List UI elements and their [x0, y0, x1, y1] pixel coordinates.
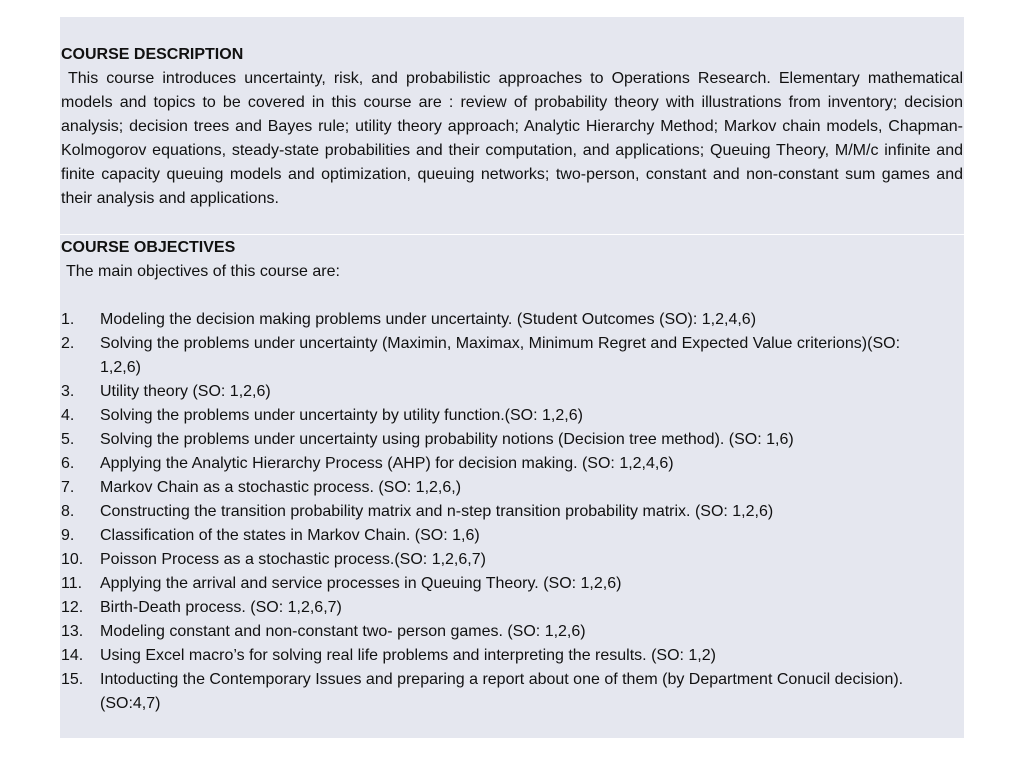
- objective-number: 9.: [61, 527, 75, 544]
- course-objectives-intro: The main objectives of this course are:: [66, 263, 340, 280]
- objective-number: 14.: [61, 647, 84, 664]
- objective-number: 6.: [61, 455, 75, 472]
- objective-number: 13.: [61, 623, 84, 640]
- objective-item: [61, 332, 963, 380]
- course-description-heading: COURSE DESCRIPTION: [61, 46, 244, 63]
- course-objectives-heading: COURSE OBJECTIVES: [61, 239, 236, 256]
- objective-number: 7.: [61, 479, 75, 496]
- objective-text: Applying the Analytic Hierarchy Process (AHP) for decision making. (SO: 1,2,4,6): [100, 455, 674, 472]
- objective-text: Solving the problems under uncertainty (Maximin, Maximax, Minimum Regret and Expected Value criterions)(SO: 1,2,6): [100, 335, 901, 376]
- objective-item: [61, 524, 963, 548]
- objective-item: [61, 620, 963, 644]
- objective-text: Utility theory (SO: 1,2,6): [100, 383, 271, 400]
- objective-item: [61, 404, 963, 428]
- objective-text: Modeling constant and non-constant two- person games. (SO: 1,2,6): [100, 623, 586, 640]
- objective-text: Modeling the decision making problems under uncertainty. (Student Outcomes (SO): 1,2,4,6): [100, 311, 757, 328]
- objective-number: 3.: [61, 383, 75, 400]
- objective-text: Solving the problems under uncertainty using probability notions (Decision tree method). (SO: 1,6): [100, 431, 794, 448]
- objective-item: [61, 428, 963, 452]
- objective-number: 10.: [61, 551, 84, 568]
- course-description-body: This course introduces uncertainty, risk, and probabilistic approaches to Operations Research. Elementary mathematical models and topics to be covered in this course are : review of probability theory with illustrations from inventory; decision analysis; decision trees and Bayes rule; utility theory approach; Analytic Hierarchy Method; Markov chain models, Chapman-Kolmogorov equations, steady-state probabilities and their computation, and applications; Queuing Theory, M/M/c infinite and finite capacity queuing models and optimization, queuing networks; two-person, constant and non-constant sum games and their analysis and applications.: [61, 70, 963, 207]
- objective-item: [61, 380, 963, 404]
- objective-number: 2.: [61, 335, 75, 352]
- objective-number: 8.: [61, 503, 75, 520]
- objective-text: Solving the problems under uncertainty by utility function.(SO: 1,2,6): [100, 407, 583, 424]
- objectives-list: [61, 308, 963, 716]
- objective-text: Using Excel macro’s for solving real life problems and interpreting the results. (SO: 1,2): [100, 647, 716, 664]
- objective-item: [61, 596, 963, 620]
- objective-text: Birth-Death process. (SO: 1,2,6,7): [100, 599, 342, 616]
- objective-item: [61, 308, 963, 332]
- objective-number: 4.: [61, 407, 75, 424]
- objective-text: Poisson Process as a stochastic process.(SO: 1,2,6,7): [100, 551, 486, 568]
- objective-text: Intoducting the Contemporary Issues and preparing a report about one of them (by Department Conucil decision). (SO:4,7): [100, 671, 904, 712]
- objective-number: 12.: [61, 599, 84, 616]
- course-description-panel: [60, 17, 964, 234]
- objective-text: Constructing the transition probability matrix and n-step transition probability matrix. (SO: 1,2,6): [100, 503, 774, 520]
- objective-number: 5.: [61, 431, 75, 448]
- objective-item: [61, 500, 963, 524]
- objective-item: [61, 644, 963, 668]
- objective-item: [61, 572, 963, 596]
- course-objectives-panel: [60, 235, 964, 738]
- objective-text: Classification of the states in Markov Chain. (SO: 1,6): [100, 527, 480, 544]
- objective-item: [61, 452, 963, 476]
- objective-number: 11.: [61, 575, 83, 592]
- objective-number: 15.: [61, 671, 84, 688]
- objective-text: Markov Chain as a stochastic process. (SO: 1,2,6,): [100, 479, 462, 496]
- objective-item: [61, 548, 963, 572]
- objective-item: [61, 668, 963, 716]
- objective-number: 1.: [61, 311, 75, 328]
- objective-text: Applying the arrival and service processes in Queuing Theory. (SO: 1,2,6): [100, 575, 622, 592]
- objective-item: [61, 476, 963, 500]
